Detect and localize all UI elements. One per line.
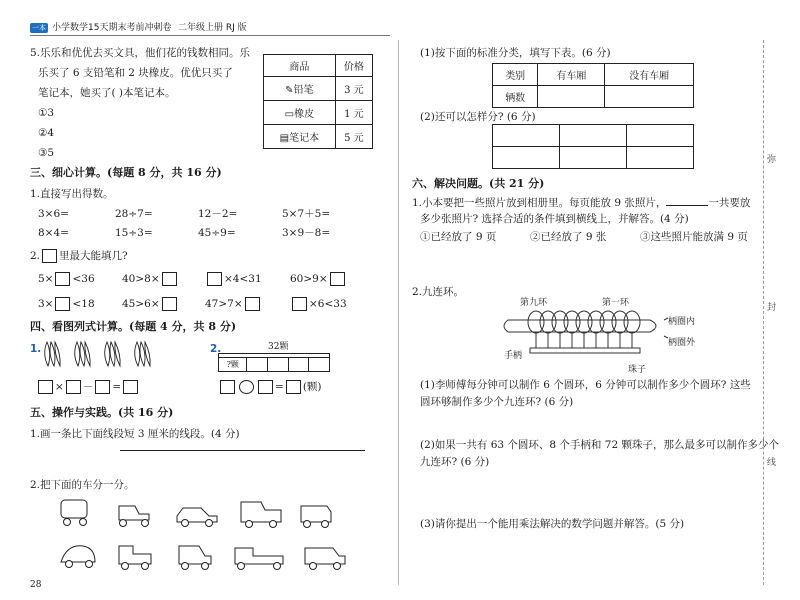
answer-box[interactable]: [162, 297, 177, 311]
category-table-cell[interactable]: [605, 86, 694, 108]
blank-cell[interactable]: [560, 147, 627, 169]
pickup-truck-icon: [241, 502, 281, 522]
answer-box[interactable]: [66, 380, 81, 394]
q5-line1: 5.乐乐和优优去买文具，他们花的钱数相同。乐: [30, 47, 251, 59]
header-logo: 一本: [32, 24, 46, 32]
ineq-row-1: 5× <36: [38, 273, 95, 285]
answer-box[interactable]: [258, 380, 273, 394]
q5-option-1: ①3: [38, 107, 55, 119]
tricycle-icon: [119, 506, 149, 520]
binding-line: [763, 40, 765, 585]
auto-rickshaw-icon: [61, 500, 87, 518]
blank-cell[interactable]: [560, 125, 627, 147]
category-table-header: 有车厢: [538, 64, 605, 86]
answer-box[interactable]: [38, 380, 53, 394]
answer-box[interactable]: [330, 272, 345, 286]
sec4-title: 四、看图列式计算。(每题 4 分，共 8 分): [30, 320, 237, 333]
ring-label-ninth: 第九环: [520, 298, 548, 308]
sec6-option-1: ①已经放了 9 页: [420, 231, 497, 243]
r-p2: (2)还可以怎样分? (6 分): [420, 111, 536, 123]
ineq-row-1: 60>9×: [290, 272, 347, 286]
ineq-row-2: 47>7×: [205, 297, 262, 311]
q5-option-3: ③5: [38, 147, 55, 159]
sec4-expr1: × － =: [36, 380, 140, 394]
sec6-q1c: 多少张照片? 选择合适的条件填到横线上，并解答。(4 分): [420, 213, 689, 225]
calc-item: 15÷3=: [115, 227, 153, 239]
sec5-p1: 1.画一条比下面线段短 3 厘米的线段。(4 分): [30, 428, 240, 440]
calc-item: 3×9－8=: [282, 227, 331, 239]
bar-segment: [268, 358, 289, 371]
calc-item: 5×7＋5=: [282, 208, 331, 220]
price-table-cell: 3 元: [335, 77, 372, 101]
ring-label-outer: 柄圈外: [668, 338, 696, 348]
page-number: 28: [30, 580, 42, 590]
sec6-s1b: 圆环够制作多少个九连环? (6 分): [420, 396, 574, 408]
answer-box[interactable]: [55, 297, 70, 311]
blank-cell[interactable]: [627, 147, 694, 169]
calc-item: 12－2=: [198, 208, 238, 220]
blank-cell[interactable]: [627, 125, 694, 147]
bar-segment: [309, 358, 329, 371]
truck-icon: [119, 546, 151, 564]
calc-item: 8×4=: [38, 227, 69, 239]
category-table-header: 没有车厢: [605, 64, 694, 86]
q5-option-2: ②4: [38, 127, 55, 139]
ring-label-handle: 手柄: [504, 351, 523, 361]
ring-label-first: 第一环: [602, 298, 630, 308]
price-table-cell: ✎铅笔: [264, 77, 336, 101]
category-table-cell[interactable]: [538, 86, 605, 108]
sec6-q2: 2.九连环。: [412, 286, 465, 298]
sec6-option-3: ③这些照片能放满 9 页: [640, 231, 748, 243]
calc-item: 28÷7=: [115, 208, 153, 220]
answer-box[interactable]: [55, 272, 70, 286]
ineq-row-1: ×4<31: [205, 272, 262, 286]
blank-cell[interactable]: [493, 147, 560, 169]
answer-box[interactable]: [220, 380, 235, 394]
reference-segment: [120, 450, 365, 451]
price-table-cell: ▭橡皮: [264, 101, 336, 125]
price-table-header: 商品: [264, 55, 336, 77]
sec3-title: 三、细心计算。(每题 8 分，共 16 分): [30, 166, 222, 179]
bar-diagram: [218, 357, 330, 372]
price-table-cell: 1 元: [335, 101, 372, 125]
price-table-header: 价格: [335, 55, 372, 77]
bar-total-label: 32颗: [268, 342, 289, 352]
sec3-p2: 2. 里最大能填几?: [30, 250, 128, 262]
notebook-icon: ▤: [279, 133, 290, 144]
sec4-expr2: = (颗): [218, 380, 322, 394]
sec6-option-2: ②已经放了 9 张: [530, 231, 607, 243]
ring-label-bead: 珠子: [628, 365, 647, 375]
sec6-q1a: 1.小本要把一些照片放到相册里。每页能放 9 张照片， 一共要放: [412, 197, 751, 209]
ring-label-inner: 柄圈内: [668, 317, 696, 327]
category-table-header: 类别: [493, 64, 538, 86]
category-table-row-label: 辆数: [493, 86, 538, 108]
price-table: [263, 54, 373, 149]
q5-line2: 乐买了 6 支铅笔和 2 块橡皮。优优只买了: [38, 67, 233, 79]
cargo-tricycle-icon: [235, 548, 283, 564]
answer-box[interactable]: [292, 297, 307, 311]
sec6-s2a: (2)如果一共有 63 个圆环、8 个手柄和 72 颗珠子，那么最多可以制作多少个: [420, 439, 779, 451]
sec5-title: 五、操作与实践。(共 16 分): [30, 406, 174, 419]
ineq-row-2: 3× <18: [38, 298, 95, 310]
q5-line3: 笔记本，她买了( )本笔记本。: [38, 87, 176, 99]
answer-box[interactable]: [95, 380, 110, 394]
binding-char: 线: [767, 458, 777, 468]
pencil-icon: ✎: [285, 85, 294, 96]
answer-box[interactable]: [286, 380, 301, 394]
binding-char: 弥: [767, 155, 777, 165]
price-table-cell: ▤笔记本: [264, 125, 336, 149]
answer-box[interactable]: [239, 380, 254, 394]
vehicle-illustrations: [55, 498, 355, 578]
header-rule: [30, 35, 390, 36]
ineq-row-2: 45>6×: [122, 297, 179, 311]
sec6-title: 六、解决问题。(共 21 分): [412, 177, 545, 190]
sec6-s1a: (1)李师傅每分钟可以制作 6 个圆环，6 分钟可以制作多少个圆环? 这些: [420, 379, 751, 391]
bar-segment: [247, 358, 268, 371]
ineq-row-2: ×6<33: [290, 297, 347, 311]
sec6-s3: (3)请你提出一个能用乘法解决的数学问题并解答。(5 分): [420, 518, 685, 530]
answer-box[interactable]: [207, 272, 222, 286]
sec4-n1: 1.: [30, 343, 42, 355]
r-p1: (1)按下面的标准分类，填写下表。(6 分): [420, 47, 611, 59]
motor-tricycle-icon: [179, 546, 211, 564]
van-icon: [301, 506, 331, 522]
suv-icon: [305, 548, 345, 564]
page-divider: [398, 40, 399, 585]
sec4-n2: 2.: [210, 343, 222, 355]
banana-bunches: [42, 340, 162, 372]
answer-box[interactable]: [42, 249, 57, 263]
blank-table: [492, 124, 694, 169]
beetle-car-icon: [61, 546, 95, 562]
header-title: 小学数学15天期末考前冲刺卷: [52, 23, 172, 33]
sec6-s2b: 九连环? (6 分): [420, 456, 490, 468]
sec5-p2: 2.把下面的车分一分。: [30, 479, 135, 491]
answer-box[interactable]: [245, 297, 260, 311]
calc-item: 45÷9=: [198, 227, 236, 239]
ineq-row-1: 40>8×: [122, 272, 179, 286]
header-grade: 二年级上册 RJ 版: [178, 23, 247, 33]
answer-box[interactable]: [162, 272, 177, 286]
nine-link-rings: [500, 306, 670, 364]
category-table: [492, 63, 694, 108]
answer-box[interactable]: [123, 380, 138, 394]
bar-segment: [289, 358, 310, 371]
eraser-icon: ▭: [284, 109, 295, 120]
calc-item: 3×6=: [38, 208, 69, 220]
blank-cell[interactable]: [493, 125, 560, 147]
sec3-p1: 1.直接写出得数。: [30, 188, 114, 200]
answer-blank[interactable]: [666, 195, 708, 206]
binding-char: 封: [767, 303, 777, 313]
price-table-cell: 5 元: [335, 125, 372, 149]
bar-unknown: ?颗: [219, 358, 247, 371]
